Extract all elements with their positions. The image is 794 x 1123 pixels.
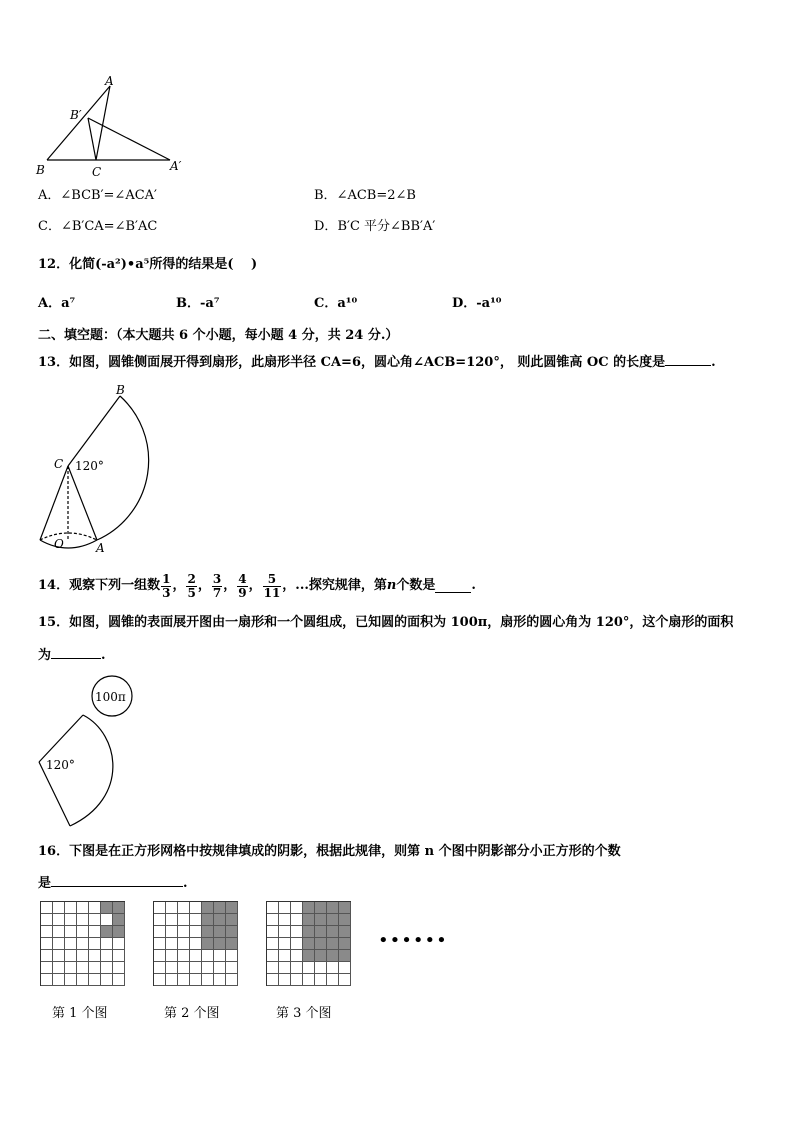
grid-cell: [226, 974, 238, 986]
grid-cell: [89, 902, 101, 914]
grid-cell: [267, 902, 279, 914]
shaded-cell: [315, 938, 327, 950]
grid-cell: [154, 974, 166, 986]
grid-cell: [202, 950, 214, 962]
grid-cell: [77, 914, 89, 926]
separator: ，: [172, 578, 186, 593]
label-angle: 120°: [75, 459, 104, 473]
q14-suffix-2: 个数是: [396, 578, 436, 593]
shaded-cell: [113, 902, 125, 914]
shaded-cell: [226, 926, 238, 938]
q15-line2: [38, 646, 106, 665]
grid-cell: [214, 950, 226, 962]
line-BA: [47, 86, 110, 160]
q14-prefix: 14．观察下列一组数: [38, 578, 161, 593]
grid-caption-1: 第 1 个图: [52, 1006, 108, 1021]
sector-arc: [70, 715, 113, 826]
shaded-cell: [113, 926, 125, 938]
q11-option-d: [314, 218, 435, 236]
section2-heading: 二、填空题：（本大题共 6 个小题，每小题 4 分，共 24 分.）: [38, 328, 399, 343]
grid-cell: [291, 938, 303, 950]
grid-cell: [190, 938, 202, 950]
shaded-cell: [202, 926, 214, 938]
grid-cell: [267, 914, 279, 926]
grid-cell: [113, 938, 125, 950]
grid-cell: [291, 926, 303, 938]
option-letter: A．: [38, 296, 62, 311]
grid-cell: [89, 938, 101, 950]
grid-cell: [65, 938, 77, 950]
q11-option-a: [38, 187, 157, 205]
grid-cell: [214, 962, 226, 974]
separator: ，: [248, 578, 262, 593]
option-text: ∠BCB′=∠ACA′: [60, 188, 157, 203]
grid-cell: [65, 902, 77, 914]
grid-cell: [77, 950, 89, 962]
grid-cell: [77, 926, 89, 938]
grid-cell: [226, 962, 238, 974]
shaded-cell: [202, 938, 214, 950]
option-text: a⁷: [61, 296, 76, 311]
option-text: a¹⁰: [337, 296, 358, 311]
grid-cell: [178, 914, 190, 926]
grid-cell: [279, 914, 291, 926]
ellipsis-dots: ••••••: [378, 930, 448, 951]
label-B: B: [36, 163, 45, 177]
grid-cell: [178, 902, 190, 914]
grid-cell: [214, 974, 226, 986]
grid-cell: [154, 926, 166, 938]
base-front-arc: [40, 540, 97, 548]
shaded-cell: [303, 950, 315, 962]
shaded-cell: [315, 926, 327, 938]
shaded-cell: [101, 926, 113, 938]
shaded-cell: [339, 938, 351, 950]
q13-stem: [38, 353, 716, 372]
grid-cell: [41, 938, 53, 950]
grid-cell: [53, 926, 65, 938]
q13-text: 13．如图，圆锥侧面展开得到扇形，此扇形半径 CA=6，圆心角∠ACB=120°， 则此圆锥高 OC 的长度是: [38, 355, 666, 370]
grid-cell: [279, 962, 291, 974]
shaded-cell: [101, 902, 113, 914]
q15-prefix: 为: [38, 648, 52, 663]
label-O: O: [54, 537, 64, 551]
grid-cell: [339, 962, 351, 974]
option-letter: C．: [38, 219, 61, 234]
label-C: C: [92, 165, 102, 179]
shaded-cell: [303, 902, 315, 914]
grid-cell: [154, 962, 166, 974]
shaded-cell: [327, 902, 339, 914]
denominator: 3: [162, 585, 171, 600]
shaded-cell: [327, 926, 339, 938]
q16-prefix: 是: [38, 876, 52, 891]
grid-cell: [279, 974, 291, 986]
separator: ，: [223, 578, 237, 593]
grid-cell: [41, 902, 53, 914]
shaded-cell: [214, 938, 226, 950]
denominator: 5: [187, 585, 196, 600]
grid-cell: [190, 926, 202, 938]
option-letter: A．: [38, 188, 61, 203]
circle-label: 100π: [95, 690, 126, 704]
label-A: A: [96, 541, 105, 555]
grid-cell: [89, 950, 101, 962]
shaded-cell: [327, 914, 339, 926]
grid-cell: [41, 950, 53, 962]
grid-cell: [41, 926, 53, 938]
label-B-prime: B′: [70, 108, 82, 122]
grid-cell: [101, 974, 113, 986]
shaded-cell: [214, 902, 226, 914]
shaded-cell: [327, 950, 339, 962]
grid-cell: [89, 914, 101, 926]
grid-cell: [53, 902, 65, 914]
grid-caption-3: 第 3 个图: [276, 1006, 332, 1021]
grid-cell: [53, 962, 65, 974]
grid-cell: [166, 926, 178, 938]
grid-cell: [77, 962, 89, 974]
grid-cell: [190, 950, 202, 962]
shaded-cell: [202, 914, 214, 926]
pattern-grid-2: [153, 901, 238, 986]
grid-cell: [53, 938, 65, 950]
grid-cell: [166, 914, 178, 926]
grid-caption-2: 第 2 个图: [164, 1006, 220, 1021]
grid-cell: [77, 938, 89, 950]
fraction-5: [263, 573, 282, 600]
q16-line1: 16．下图是在正方形网格中按规律填成的阴影，根据此规律，则第 n 个图中阴影部分小正方形的个数: [38, 844, 621, 859]
q12-option-b: [176, 295, 220, 313]
q12-option-a: [38, 295, 75, 313]
grid-cell: [89, 974, 101, 986]
grid-cell: [166, 950, 178, 962]
grid-cell: [267, 962, 279, 974]
q16-period: .: [183, 876, 188, 891]
option-text: ∠B′CA=∠B′AC: [60, 219, 158, 234]
grid-cell: [166, 902, 178, 914]
q14-suffix-1: ，...探究规律，第: [282, 578, 387, 593]
grid-cell: [315, 962, 327, 974]
label-A: A: [105, 74, 114, 88]
shaded-cell: [315, 950, 327, 962]
shaded-cell: [315, 902, 327, 914]
numerator: 5: [263, 573, 282, 587]
cone-left-edge: [40, 466, 68, 540]
shaded-cell: [226, 902, 238, 914]
grid-cell: [166, 962, 178, 974]
grid-cell: [154, 902, 166, 914]
grid-cell: [53, 950, 65, 962]
grid-cell: [65, 974, 77, 986]
sector-radius-upper: [39, 715, 83, 762]
fraction-2: [186, 573, 196, 600]
q14-answer-blank[interactable]: [435, 580, 471, 593]
numerator: 1: [162, 571, 171, 586]
grid-cell: [89, 926, 101, 938]
grid-cell: [101, 950, 113, 962]
grid-cell: [113, 974, 125, 986]
grid-cell: [190, 974, 202, 986]
grid-cell: [279, 926, 291, 938]
numerator: 3: [212, 571, 222, 586]
variable-n: n: [386, 578, 397, 593]
grid-cell: [154, 950, 166, 962]
grid-cell: [154, 938, 166, 950]
option-letter: B．: [314, 188, 337, 203]
grid-cell: [190, 902, 202, 914]
numerator: 2: [187, 571, 196, 586]
option-letter: D．: [314, 219, 338, 234]
shaded-cell: [303, 926, 315, 938]
grid-cell: [303, 962, 315, 974]
grid-cell: [178, 962, 190, 974]
grid-cell: [154, 914, 166, 926]
shaded-cell: [303, 938, 315, 950]
q12-option-d: [452, 295, 502, 313]
grid-cell: [291, 974, 303, 986]
grid-cell: [267, 938, 279, 950]
grid-cell: [65, 950, 77, 962]
q15-line1: 15．如图，圆锥的表面展开图由一扇形和一个圆组成，已知圆的面积为 100π，扇形的圆心角为 120°，这个扇形的面积: [38, 615, 734, 630]
grid-cell: [65, 962, 77, 974]
grid-cell: [190, 914, 202, 926]
option-letter: C．: [314, 296, 338, 311]
q13-answer-blank[interactable]: [665, 353, 711, 366]
q11-option-c: [38, 218, 157, 236]
grid-cell: [41, 974, 53, 986]
q13-cone-sector-figure: [30, 380, 180, 558]
grid-cell: [113, 950, 125, 962]
q15-sector-circle-figure: [34, 674, 154, 832]
shaded-cell: [339, 914, 351, 926]
shaded-cell: [214, 914, 226, 926]
q13-period: .: [711, 355, 716, 370]
grid-cell: [77, 902, 89, 914]
grid-cell: [267, 974, 279, 986]
option-text: B′C 平分∠BB′A′: [337, 219, 436, 234]
grid-cell: [178, 974, 190, 986]
shaded-cell: [339, 950, 351, 962]
fraction-1: [161, 573, 171, 600]
grid-cell: [315, 974, 327, 986]
numerator: 4: [238, 571, 247, 586]
grid-cell: [327, 974, 339, 986]
option-letter: D．: [452, 296, 477, 311]
grid-cell: [267, 950, 279, 962]
fraction-3: [212, 573, 222, 600]
option-text: -a¹⁰: [476, 296, 502, 311]
grid-cell: [202, 974, 214, 986]
grid-cell: [65, 914, 77, 926]
grid-cell: [303, 974, 315, 986]
q15-answer-blank[interactable]: [51, 646, 101, 659]
grid-cell: [279, 902, 291, 914]
option-letter: B．: [176, 296, 200, 311]
shaded-cell: [315, 914, 327, 926]
grid-cell: [77, 974, 89, 986]
radius-CB: [68, 396, 120, 466]
option-text: ∠ACB=2∠B: [336, 188, 416, 203]
grid-cell: [267, 926, 279, 938]
fraction-4: [237, 573, 247, 600]
grid-cell: [53, 914, 65, 926]
q15-period: .: [101, 648, 106, 663]
grid-cell: [113, 962, 125, 974]
pattern-grid-3: [266, 901, 351, 986]
grid-cell: [89, 962, 101, 974]
q11-option-b: [314, 187, 416, 205]
shaded-cell: [327, 938, 339, 950]
grid-cell: [327, 962, 339, 974]
shaded-cell: [113, 914, 125, 926]
grid-cell: [166, 938, 178, 950]
shaded-cell: [202, 902, 214, 914]
label-B: B: [116, 383, 125, 397]
q12-option-c: [314, 295, 357, 313]
grid-cell: [202, 962, 214, 974]
separator: ，: [197, 578, 211, 593]
grid-cell: [279, 950, 291, 962]
q14-period: .: [471, 578, 476, 593]
shaded-cell: [226, 938, 238, 950]
grid-cell: [41, 914, 53, 926]
grid-cell: [101, 914, 113, 926]
label-C: C: [54, 457, 64, 471]
shaded-cell: [214, 926, 226, 938]
grid-cell: [41, 962, 53, 974]
grid-cell: [226, 950, 238, 962]
grid-cell: [166, 974, 178, 986]
shaded-cell: [303, 914, 315, 926]
q16-line2: [38, 874, 188, 893]
angle-label: 120°: [46, 758, 75, 772]
line-B-prime-C: [88, 118, 96, 160]
grid-cell: [291, 950, 303, 962]
q12-stem: 12．化简(-a²)•a⁵所得的结果是( ): [38, 257, 258, 272]
q11-triangle-figure: [30, 72, 190, 180]
shaded-cell: [339, 902, 351, 914]
grid-cell: [101, 938, 113, 950]
q16-answer-blank[interactable]: [51, 874, 183, 887]
grid-cell: [53, 974, 65, 986]
radius-CA: [68, 466, 97, 540]
grid-cell: [291, 962, 303, 974]
grid-cell: [101, 962, 113, 974]
pattern-grid-1: [40, 901, 125, 986]
denominator: 7: [212, 585, 222, 600]
option-text: -a⁷: [200, 296, 220, 311]
grid-cell: [279, 938, 291, 950]
shaded-cell: [226, 914, 238, 926]
shaded-cell: [339, 926, 351, 938]
grid-cell: [291, 902, 303, 914]
label-A-prime: A′: [170, 159, 182, 173]
q14-line: [38, 566, 476, 606]
grid-cell: [65, 926, 77, 938]
denominator: 11: [263, 585, 281, 600]
denominator: 9: [238, 585, 247, 600]
grid-cell: [339, 974, 351, 986]
grid-cell: [178, 926, 190, 938]
grid-cell: [178, 950, 190, 962]
grid-cell: [178, 938, 190, 950]
grid-cell: [291, 914, 303, 926]
sector-arc: [97, 396, 149, 540]
grid-cell: [190, 962, 202, 974]
